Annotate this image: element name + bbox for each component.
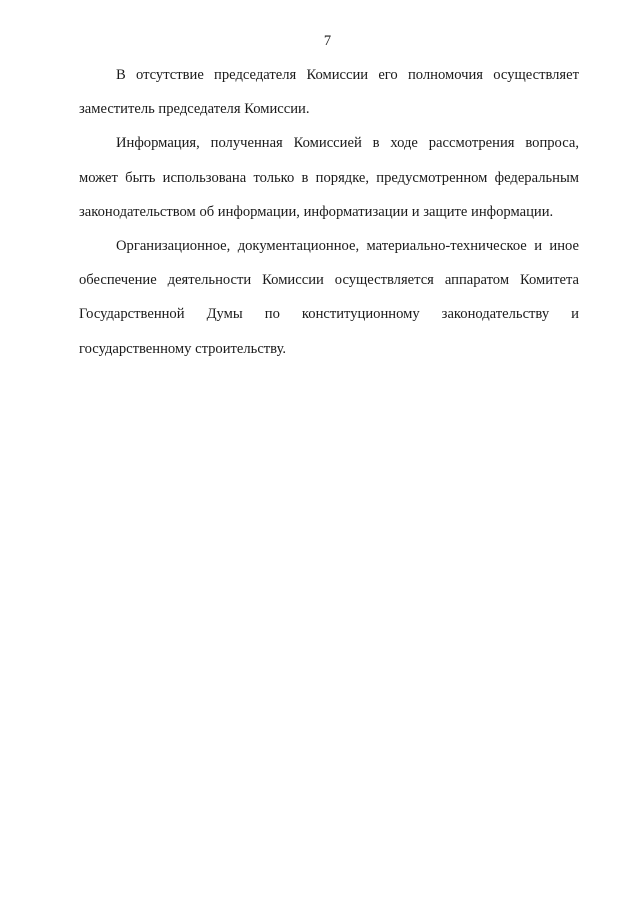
- page-number: 7: [323, 33, 332, 49]
- paragraph-commission-deputy: [79, 58, 579, 126]
- paragraph-line: заместитель председателя Комиссии.: [79, 101, 310, 118]
- paragraph-line: Государственной Думы по конституционному законодательству и: [79, 306, 579, 323]
- paragraph-line: государственному строительству.: [79, 340, 287, 357]
- paragraph-line: В отсутствие председателя Комиссии его полномочия осуществляет: [116, 67, 579, 83]
- paragraph-line: Организационное, документационное, материально-техническое и иное: [116, 237, 579, 254]
- paragraph-line: обеспечение деятельности Комиссии осуществляется аппаратом Комитета: [79, 272, 579, 289]
- paragraph-line: может быть использована только в порядке, предусмотренном федеральным: [79, 169, 579, 186]
- paragraph-organizational-support: [79, 229, 579, 366]
- paragraph-line: законодательством об информации, информатизации и защите информации.: [79, 203, 554, 220]
- paragraph-information-use: [79, 126, 579, 229]
- paragraph-line: Информация, полученная Комиссией в ходе рассмотрения вопроса,: [116, 135, 579, 152]
- document-body: [79, 58, 579, 366]
